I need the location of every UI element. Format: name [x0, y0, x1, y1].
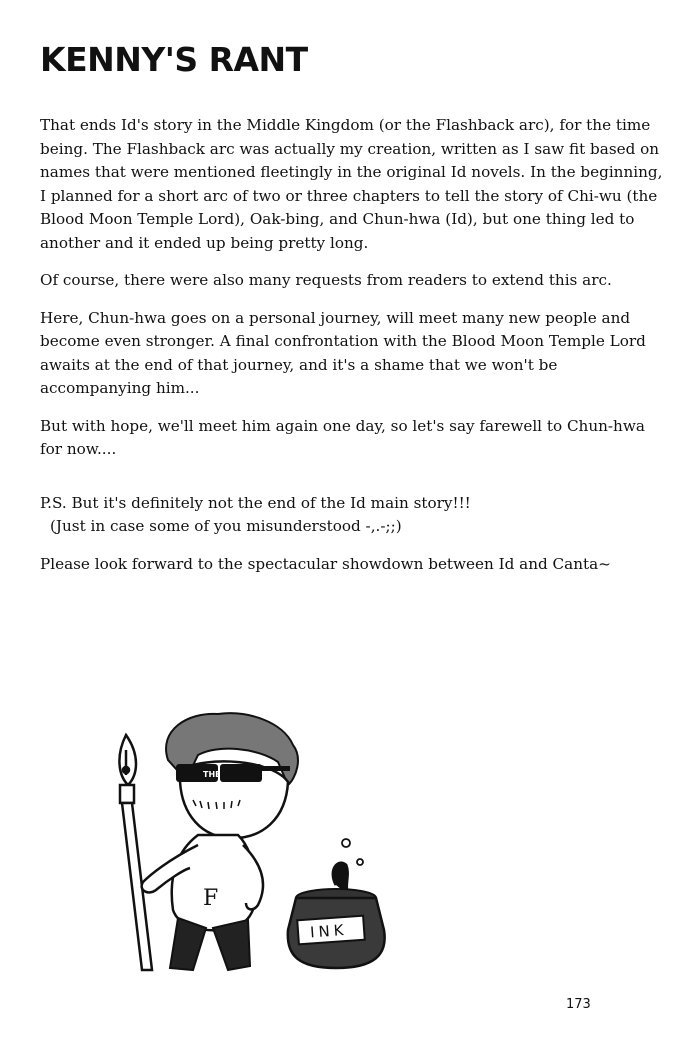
rant-text — [40, 114, 665, 590]
postscript: P.S. But it's definitely not the end of the Id main story!!! — [40, 493, 471, 512]
paragraph-1: That ends Id's story in the Middle Kingdom (or the Flashback arc), for the time being. The Flashback arc was actually my creation, written as I saw fit based on names that were mentioned fleetingly in the original Id novels. In the beginning, I planned for a short arc of two or three chapters to tell the story of Chi-wu (the Blood Moon Temple Lord), Oak-bing, and Chun-hwa (Id), but one thing led to another and it ended up being pretty long. — [40, 116, 663, 252]
postscript-note: (Just in case some of you misunderstood -,.-;;) — [50, 517, 402, 535]
paragraph-2: Of course, there were also many requests from readers to extend this arc. — [40, 271, 612, 289]
ink-pot-icon — [288, 889, 385, 968]
belly-mark: F — [203, 886, 219, 911]
paragraph-4: But with hope, we'll meet him again one day, so let's say farewell to Chun-hwa for now.... — [40, 416, 645, 458]
left-leg — [170, 918, 206, 970]
ink-drop — [357, 859, 363, 865]
right-leg — [213, 920, 250, 970]
author-caricature-illustration — [98, 700, 398, 985]
ink-drop — [342, 839, 350, 847]
right-arm — [243, 845, 263, 909]
ink-label: INK — [309, 920, 349, 942]
pen-icon — [119, 735, 152, 970]
closing-line: Please look forward to the spectacular showdown between Id and Canta~ — [40, 554, 611, 573]
glasses-label: THE — [203, 770, 221, 779]
paragraph-3: Here, Chun-hwa goes on a personal journey, will meet many new people and become even stronger. A final confrontation with the Blood Moon Temple Lord awaits at the end of that journey, and it's a shame that we won't be accompanying him... — [40, 308, 646, 397]
page-title: KENNY'S RANT — [40, 40, 308, 79]
page-number: 173 — [566, 997, 591, 1012]
